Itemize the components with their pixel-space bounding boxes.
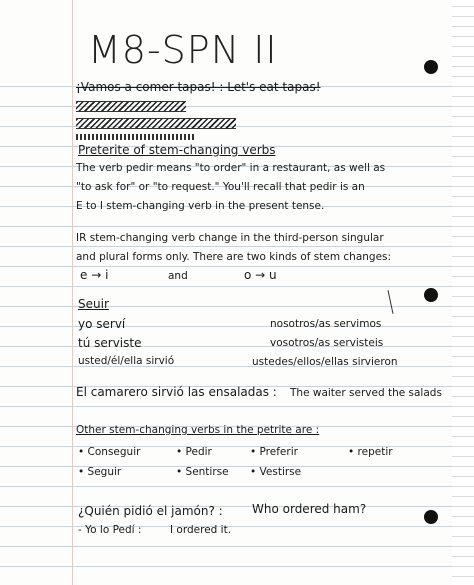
rule-line: and plural forms only. There are two kinds of stem changes: (76, 251, 392, 263)
scribble (76, 101, 186, 112)
answer: I ordered it. (170, 524, 232, 536)
answer: Who ordered ham? (252, 502, 367, 516)
verb-item: • Preferir (250, 446, 298, 458)
ruled-line (0, 226, 452, 227)
struck-header: ¡Vamos a comer tapas! : Let's eat tapas! (76, 80, 321, 94)
pen-stroke (388, 290, 394, 314)
verb-item-label: Seguir (87, 466, 122, 478)
verb-item-label: Sentirse (185, 466, 229, 478)
ruled-line (0, 506, 452, 507)
verb-item-label: repetir (357, 446, 393, 458)
ruled-line (0, 326, 452, 327)
verb-item-label: Conseguir (87, 446, 141, 458)
verb-heading: Seuir (78, 297, 109, 311)
verb-item: • Pedir (176, 446, 212, 458)
rule-line: IR stem-changing verb change in the third-person singular (76, 232, 384, 244)
stem-change-o-u: o → u (244, 268, 277, 282)
example-english: The waiter served the salads (290, 387, 442, 399)
intro-line: "to ask for" or "to request." You'll recall that pedir is an (76, 181, 365, 193)
binder-hole (424, 510, 438, 524)
verb-item-label: Vestirse (259, 466, 302, 478)
scribble (76, 134, 196, 140)
margin-line (72, 0, 73, 585)
verb-item: • Vestirse (250, 466, 302, 478)
ruled-line (0, 546, 452, 547)
ruled-line (0, 286, 452, 287)
verb-item: • Conseguir (78, 446, 141, 458)
page-title: M8-SPN II (88, 28, 278, 72)
and-label: and (168, 270, 188, 282)
binder-hole (424, 288, 438, 302)
spiral-binding (452, 0, 474, 585)
conjugation-left: yo serví (78, 317, 126, 331)
intro-line: The verb pedir means "to order" in a restaurant, as well as (76, 162, 386, 174)
verb-item-label: Pedir (185, 446, 212, 458)
conjugation-right: nosotros/as servimos (270, 318, 382, 330)
conjugation-right: vosotros/as servisteis (270, 337, 384, 349)
question: ¿Quién pidió el jamón? : (78, 504, 223, 518)
intro-line: E to I stem-changing verb in the present tense. (76, 200, 325, 212)
ruled-line (0, 486, 452, 487)
ruled-line (0, 346, 452, 347)
verb-item: • Seguir (78, 466, 122, 478)
ruled-line (0, 246, 452, 247)
verb-item: • repetir (348, 446, 393, 458)
ruled-line (0, 406, 452, 407)
ruled-line (0, 266, 452, 267)
other-verbs-heading: Other stem-changing verbs in the petrite are : (76, 424, 320, 436)
binder-hole (424, 60, 438, 74)
verb-item: • Sentirse (176, 466, 229, 478)
ruled-line (0, 566, 452, 567)
verb-item-label: Preferir (259, 446, 298, 458)
conjugation-left: tú serviste (78, 336, 142, 350)
conjugation-left: usted/él/ella sirvió (78, 355, 175, 367)
question: - Yo lo Pedí : (78, 524, 142, 536)
scribble (76, 118, 236, 129)
section-heading: Preterite of stem-changing verbs (78, 143, 276, 157)
stem-change-e-i: e → i (80, 268, 109, 282)
ruled-line (0, 106, 452, 107)
ruled-line (0, 306, 452, 307)
example-spanish: El camarero sirvió las ensaladas : (76, 385, 277, 399)
conjugation-right: ustedes/ellos/ellas sirvieron (252, 356, 398, 368)
